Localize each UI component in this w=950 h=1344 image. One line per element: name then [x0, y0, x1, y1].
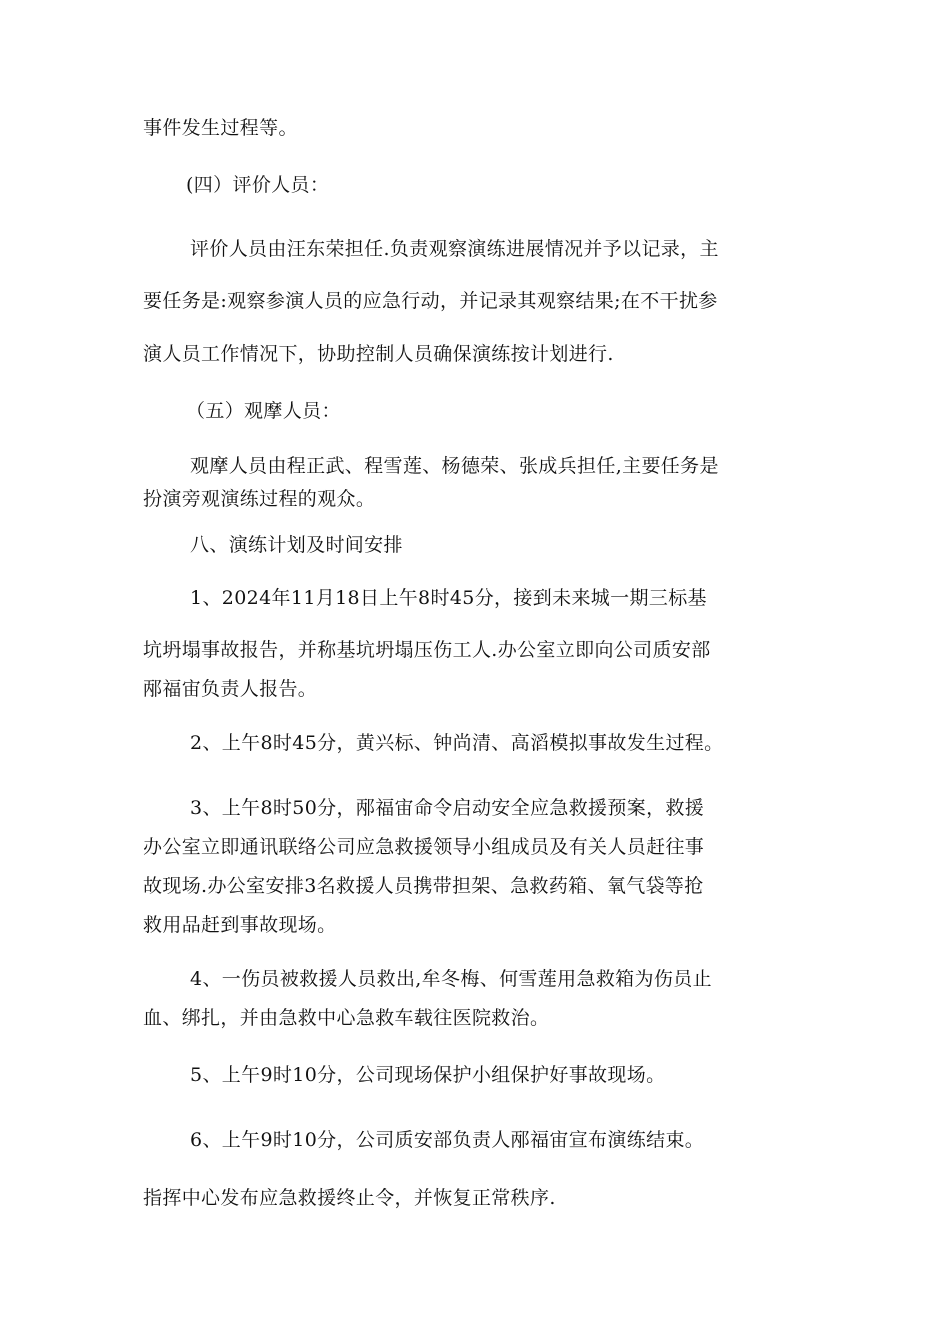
list-item: 5、上午9时10分，公司现场保护小组保护好事故现场。 — [190, 1064, 666, 1086]
section-heading-evaluators: (四）评价人员： — [186, 174, 330, 196]
paragraph-line: 指挥中心发布应急救援终止令，并恢复正常秩序. — [143, 1187, 556, 1209]
paragraph-line: 邴福宙负责人报告。 — [143, 678, 318, 700]
paragraph-line: 演人员工作情况下，协助控制人员确保演练按计划进行. — [143, 343, 614, 365]
list-item: 1、2024年11月18日上午8时45分，接到未来城一期三标基 — [190, 587, 707, 609]
paragraph-line: 故现场.办公室安排3名救援人员携带担架、急救药箱、氧气袋等抢 — [143, 875, 704, 897]
section-heading-plan: 八、演练计划及时间安排 — [190, 534, 403, 556]
paragraph-line: 坑坍塌事故报告，并称基坑坍塌压伤工人.办公室立即向公司质安部 — [143, 639, 711, 661]
paragraph-line: 评价人员由汪东荣担任.负责观察演练进展情况并予以记录，主 — [190, 238, 719, 260]
paragraph-line: 扮演旁观演练过程的观众。 — [143, 488, 376, 510]
paragraph-line: 事件发生过程等。 — [143, 117, 298, 139]
list-item: 4、一伤员被救援人员救出,牟冬梅、何雪莲用急救箱为伤员止 — [190, 968, 712, 990]
list-item: 6、上午9时10分，公司质安部负责人邴福宙宣布演练结束。 — [190, 1129, 705, 1151]
list-item: 2、上午8时45分，黄兴标、钟尚清、高滔模拟事故发生过程。 — [190, 732, 724, 754]
paragraph-line: 观摩人员由程正武、程雪莲、杨德荣、张成兵担任,主要任务是 — [190, 455, 719, 477]
list-item: 3、上午8时50分，邴福宙命令启动安全应急救援预案，救援 — [190, 797, 705, 819]
paragraph-line: 救用品赶到事故现场。 — [143, 914, 337, 936]
paragraph-line: 血、绑扎，并由急救中心急救车载往医院救治。 — [143, 1007, 550, 1029]
paragraph-line: 办公室立即通讯联络公司应急救援领导小组成员及有关人员赶往事 — [143, 836, 705, 858]
section-heading-observers: （五）观摩人员： — [186, 400, 341, 422]
paragraph-line: 要任务是:观察参演人员的应急行动，并记录其观察结果;在不干扰参 — [143, 290, 718, 312]
